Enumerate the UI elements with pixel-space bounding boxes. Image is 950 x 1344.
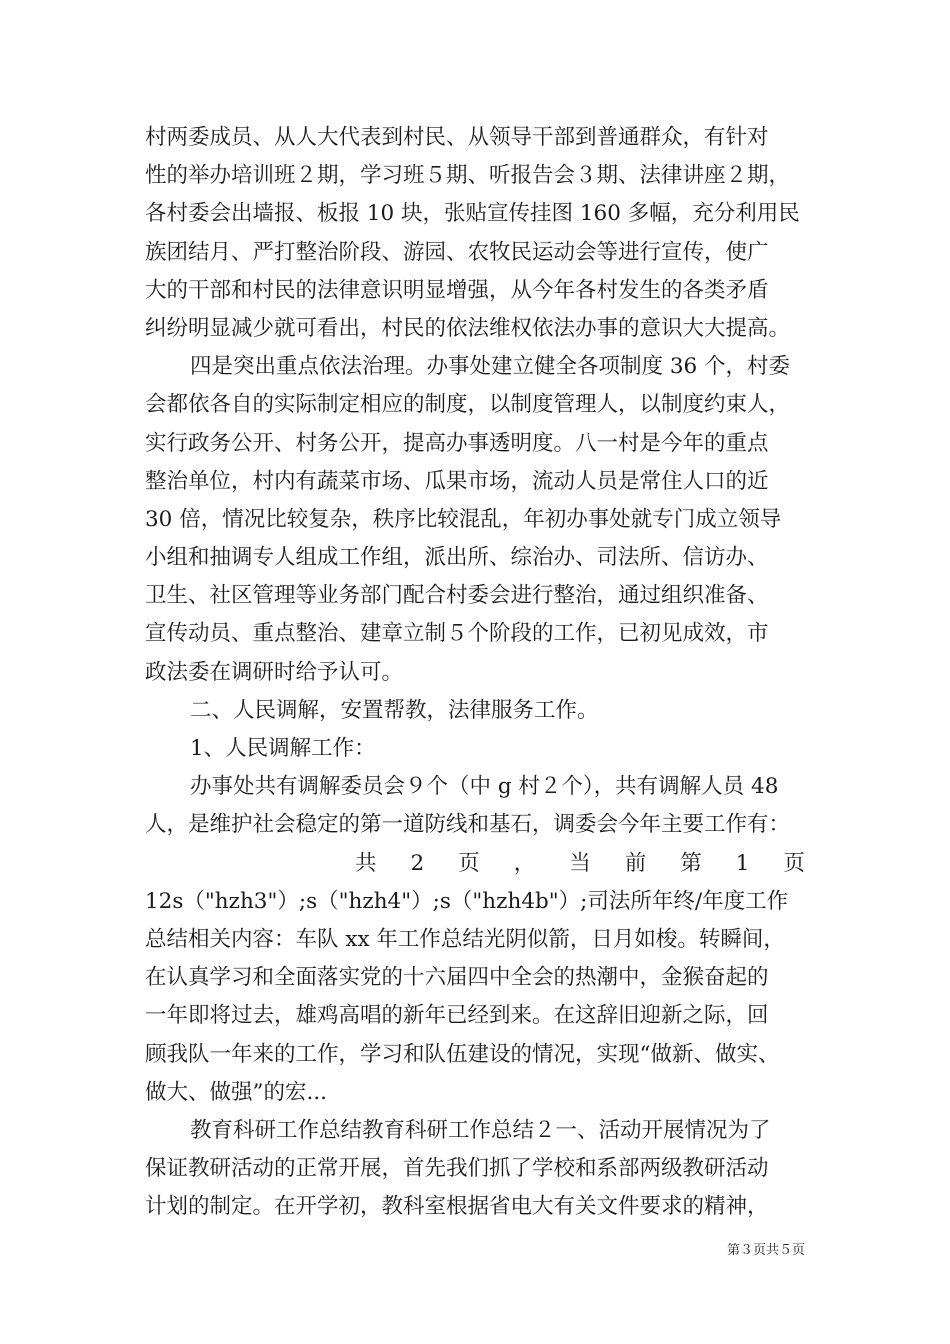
- page-marker: [145, 845, 805, 883]
- page-marker-char: 前: [624, 850, 647, 876]
- paragraph-start-line: 办事处共有调解委员会９个（中 g 村２个），共有调解人员 48: [190, 774, 779, 800]
- page-footer-label: 第３页共５页: [726, 1243, 805, 1258]
- text-line: 会都依各自的实际制定相应的制度，以制度管理人，以制度约束人，: [145, 392, 791, 418]
- text-line: 顾我队一年来的工作，学习和队伍建设的情况，实现“做新、做实、: [145, 1041, 780, 1067]
- text-line: 性的举办培训班２期，学习班５期、听报告会３期、法律讲座２期，: [145, 163, 791, 189]
- paragraph-start-line: 四是突出重点依法治理。办事处建立健全各项制度 36 个，村委: [190, 354, 791, 380]
- text-line: 12s（"hzh3"）;s（"hzh4"）;s（"hzh4b"）;司法所年终/年度工作: [145, 888, 789, 914]
- text-line: 小组和抽调专人组成工作组，派出所、综治办、司法所、信访办、: [145, 545, 769, 571]
- text-line: 族团结月、严打整治阶段、游园、农牧民运动会等进行宣传，使广: [145, 239, 769, 265]
- text-line: 大的干部和村民的法律意识明显增强，从今年各村发生的各类矛盾: [145, 277, 769, 303]
- text-line: 卫生、社区管理等业务部门配合村委会进行整治，通过组织准备、: [145, 583, 769, 609]
- page-marker-char: 当: [569, 850, 591, 876]
- text-line: 保证教研活动的正常开展，首先我们抓了学校和系部两级教研活动: [145, 1156, 769, 1182]
- text-line: 各村委会出墙报、板报 10 块，张贴宣传挂图 160 多幅，充分利用民: [145, 201, 800, 227]
- paragraph-start-line: 教育科研工作总结教育科研工作总结２一、活动开展情况为了: [190, 1117, 771, 1143]
- page-marker-char: ，: [513, 850, 536, 876]
- text-line: 纠纷明显减少就可看出，村民的依法维权依法办事的意识大大提高。: [145, 315, 791, 341]
- page-marker-char: 页: [458, 850, 480, 876]
- text-line: 30 倍，情况比较复杂，秩序比较混乱，年初办事处就专门成立领导: [145, 506, 782, 532]
- text-line: 做大、做强”的宏...: [145, 1079, 327, 1105]
- text-line: 村两委成员、从人大代表到村民、从领导干部到普通群众，有针对: [145, 125, 769, 150]
- text-line: 一年即将过去，雄鸡高唱的新年已经到来。在这辞旧迎新之际，回: [145, 1003, 769, 1029]
- subsection-heading: 1、人民调解工作：: [190, 736, 376, 761]
- text-line: 在认真学习和全面落实党的十六届四中全会的热潮中，金猴奋起的: [145, 965, 769, 991]
- document-body: [145, 119, 805, 1226]
- page-marker-char: 第: [680, 850, 702, 876]
- page-marker-char: 页: [783, 850, 805, 876]
- page-marker-char: 2: [410, 850, 425, 876]
- text-line: 总结相关内容：车队 xx 年工作总结光阴似箭，日月如梭。转瞬间，: [145, 926, 785, 952]
- text-line: 整治单位，村内有蔬菜市场、瓜果市场，流动人员是常住人口的近: [145, 468, 769, 494]
- page-marker-char: 共: [355, 850, 377, 876]
- text-line: 宣传动员、重点整治、建章立制５个阶段的工作，已初见成效，市: [145, 621, 769, 647]
- text-line: 计划的制定。在开学初，教科室根据省电大有关文件要求的精神，: [145, 1194, 769, 1220]
- page-marker-char: 1: [735, 850, 750, 876]
- text-line: 人，是维护社会稳定的第一道防线和基石，调委会今年主要工作有：: [145, 812, 791, 838]
- text-line: 政法委在调研时给予认可。: [145, 659, 404, 685]
- section-heading: 二、人民调解，安置帮教，法律服务工作。: [190, 697, 599, 723]
- text-line: 实行政务公开、村务公开，提高办事透明度。八一村是今年的重点: [145, 430, 769, 456]
